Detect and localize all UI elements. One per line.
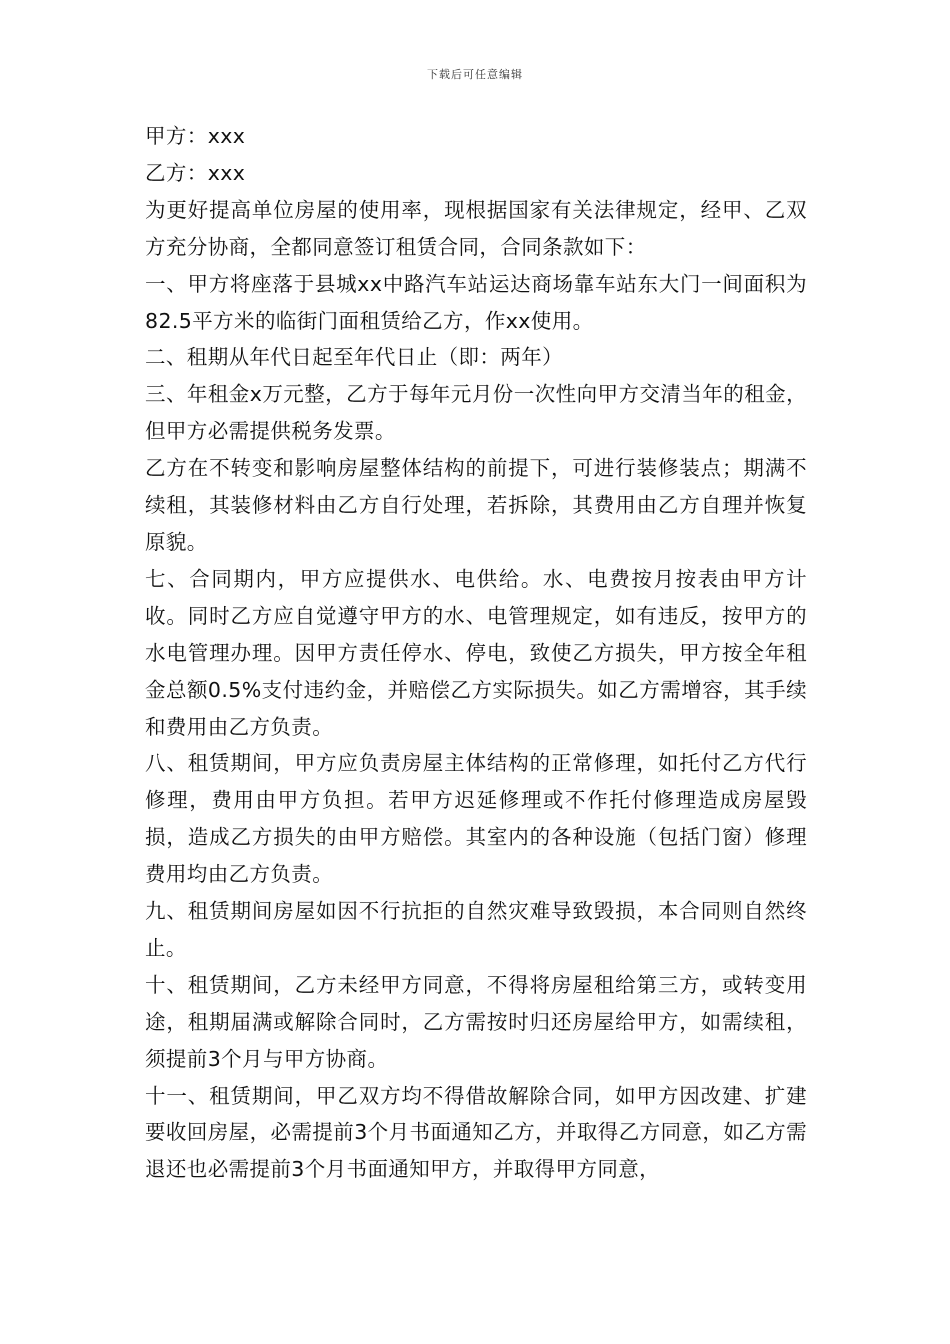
clause-3: 三、年租金x万元整，乙方于每年元月份一次性向甲方交清当年的租金，但甲方必需提供税务发票。 xyxy=(145,382,807,444)
clause-11: 十一、租赁期间，甲乙双方均不得借故解除合同，如甲方因改建、扩建要收回房屋，必需提前3个月书面通知乙方，并取得乙方同意，如乙方需退还也必需提前3个月书面通知甲方，并取得甲方同意， xyxy=(145,1083,807,1182)
party-a: 甲方：xxx xyxy=(145,124,246,148)
clause-2: 二、租期从年代日起至年代日止（即：两年） xyxy=(145,345,563,370)
clause-1: 一、甲方将座落于县城xx中路汽车站运达商场靠车站东大门一间面积为82.5平方米的临街门面租赁给乙方，作xx使用。 xyxy=(145,271,807,333)
header-note: 下载后可任意编辑 xyxy=(427,68,523,81)
clause-7: 七、合同期内，甲方应提供水、电供给。水、电费按月按表由甲方计收。同时乙方应自觉遵守甲方的水、电管理规定，如有违反，按甲方的水电管理办理。因甲方责任停水、停电，致使乙方损失，甲方按全年租金总额0.5%支付违约金，并赔偿乙方实际损失。如乙方需增容，其手续和费用由乙方负责。 xyxy=(145,566,807,739)
clause-10: 十、租赁期间，乙方未经甲方同意，不得将房屋租给第三方，或转变用途，租期届满或解除合同时，乙方需按时归还房屋给甲方，如需续租，须提前3个月与甲方协商。 xyxy=(145,972,807,1071)
document-body xyxy=(145,118,807,1188)
decoration-paragraph: 乙方在不转变和影响房屋整体结构的前提下，可进行装修装点；期满不续租，其装修材料由乙方自行处理，若拆除，其费用由乙方自理并恢复原貌。 xyxy=(145,456,807,554)
preamble-paragraph: 为更好提高单位房屋的使用率，现根据国家有关法律规定，经甲、乙双方充分协商，全都同意签订租赁合同，合同条款如下： xyxy=(145,197,807,259)
clause-9: 九、租赁期间房屋如因不行抗拒的自然灾难导致毁损，本合同则自然终止。 xyxy=(145,899,807,960)
party-b: 乙方：xxx xyxy=(145,160,246,185)
clause-8: 八、租赁期间，甲方应负责房屋主体结构的正常修理，如托付乙方代行修理，费用由甲方负担。若甲方迟延修理或不作托付修理造成房屋毁损，造成乙方损失的由甲方赔偿。其室内的各种设施（包括门窗）修理费用均由乙方负责。 xyxy=(145,751,807,887)
